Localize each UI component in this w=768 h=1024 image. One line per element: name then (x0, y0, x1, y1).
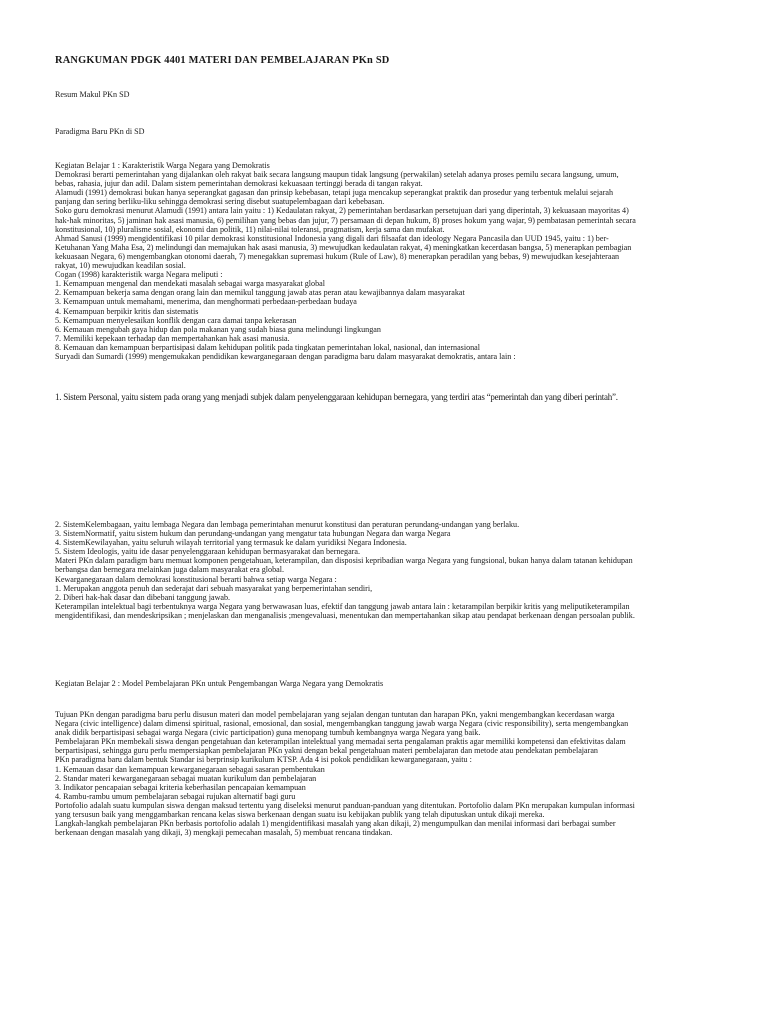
text-line: Materi PKn dalam paradigm baru memuat komponen pengetahuan, keterampilan, dan disposisi kepribadian warga Negara yang fungsional, bukan hanya dalam tatanan kehidupan (55, 556, 633, 566)
document-title: RANGKUMAN PDGK 4401 MATERI DAN PEMBELAJARAN PKn SD (55, 55, 390, 66)
list-item: 1. Kemauan dasar dan kemampuan kewarganegaraan sebagai sasaran pembentukan (55, 764, 325, 774)
list-item: 2. Diberi hak-hak dasar dan dibebani tanggung jawab. (55, 592, 231, 602)
text-line: anak didik berpartisipasi sebagai warga Negara (civic participation) guna menopang tumbuh kembangnya warga Negara yang baik. (55, 728, 481, 738)
text-line: bebas, rahasia, jujur dan adil. Dalam sistem pemerintahan demokrasi kekuasaan tertinggi berada di tangan rakyat. (55, 179, 423, 189)
text-line: Kewarganegaraan dalam demokrasi konstitusional berarti bahwa setiap warga Negara : (55, 574, 337, 584)
text-line: Tujuan PKn dengan paradigma baru perlu disusun materi dan model pembelajaran yang sejalan dengan tuntutan dan harapan PKn, yakni mengembangkan kecerdasan warga (55, 710, 615, 719)
text-line: Soko guru demokrasi menurut Alamudi (1991) antara lain yaitu : 1) Kedaulatan rakyat, 2) pemerintahan berdasarkan persetujuan dari yang diperintah, 3) kekuasaan mayoritas 4) (55, 206, 629, 216)
text-line: Langkah-langkah pembelajaran PKn berbasis portofolio adalah 1) mengidentifikasi masalah yang akan dikaji, 2) mengumpulkan dan menilai informasi dari berbagai sumber (55, 819, 616, 829)
document-subtitle: Resum Makul PKn SD (55, 90, 130, 99)
list-item: 5. Sistem Ideologis, yaitu ide dasar penyelenggaraan kehidupan bermasyarakat dan bernegara. (55, 547, 360, 557)
text-line: Ketuhanan Yang Maha Esa, 2) melindungi dan memajukan hak asasi manusia, 3) mewujudkan kedaulatan rakyat, 4) meningkatkan kecerdasan bangsa, 5) menerapkan pembagian (55, 242, 632, 252)
text-line: Kegiatan Belajar 1 : Karakteristik Warga Negara yang Demokratis (55, 161, 270, 170)
text-line: Cogan (1998) karakteristik warga Negara meliputi : (55, 270, 223, 280)
kegiatan-belajar-2-heading: Kegiatan Belajar 2 : Model Pembelajaran PKn untuk Pengembangan Warga Negara yang Demokratis (55, 679, 384, 688)
list-item: 3. SistemNormatif, yaitu sistem hukum dan perundang-undangan yang mengatur tata hubungan Negara dan warga Negara (55, 529, 451, 539)
text-line: Demokrasi berarti pemerintahan yang dijalankan oleh rakyat baik secara langsung maupun tidak langsung (perwakilan) setelah adanya proses pemilu secara langsung, umum, (55, 170, 619, 180)
text-line: Keterampilan intelektual bagi terbentuknya warga Negara yang berwawasan luas, efektif dan tanggung jawab antara lain : ketarampilan berpikir kritis yang meliputiketerampilan (55, 601, 630, 611)
text-line: berkenaan dengan masalah yang dikaji, 3) mengkaji pemecahan masalah, 5) membuat rencana tindakan. (55, 828, 393, 838)
paragraph-block-3 (55, 710, 745, 837)
text-line: berbangsa dan bernegara melainkan juga dalam masyarakat era global. (55, 565, 284, 575)
list-item: 8. Kemauan dan kemampuan berpartisipasi dalam kehidupan politik pada tingkatan pemerintahan lokal, nasional, dan internasional (55, 342, 481, 352)
list-item: 1. Merupakan anggota penuh dan sederajat dari sebuah masyarakat yang berpemerintahan sendiri, (55, 583, 373, 593)
text-line: konstitusional, 10) pluralisme sosial, ekonomi dan politik, 11) nilai-nilai toleransi, pragmatism, kerja sama dan mufakat. (55, 224, 445, 234)
list-item: 2. Standar materi kewarganegaraan sebagai muatan kurikulum dan pembelajaran (55, 773, 317, 783)
text-line: Portofolio adalah suatu kumpulan siswa dengan maksud tertentu yang diseleksi menurut panduan-panduan yang ditentukan. Portofolio dalam PKn merupakan kumpulan informasi (55, 800, 635, 810)
text-line: hak-hak minoritas, 5) jaminan hak asasi manusia, 6) pemilihan yang bebas dan jujur, 7) persamaan di depan hukum, 8) proses hokum yang wajar, 9) pembatasan pemerintah secara (55, 215, 636, 225)
list-item: 7. Memiliki kepekaan terhadap dan mempertahankan hak asasi manusia. (55, 333, 290, 343)
list-item: 4. SistemKewilayahan, yaitu seluruh wilayah territorial yang termasuk ke dalam yuridiksi Negara Indonesia. (55, 538, 407, 548)
text-line: PKn paradigma baru dalam bentuk Standar isi berprinsip kurikulum KTSP. Ada 4 isi pokok pendidikan kewarganegaraan, yaitu : (55, 755, 472, 765)
text-line: mengidentifikasi, dan mendeskripsikan ; menjelaskan dan menganalisis ;mengevaluasi, menentukan dan mempertahankan sikap atau pendapat berkenaan dengan persoalan publik. (55, 610, 635, 620)
paragraph-block-1 (55, 161, 745, 361)
section-heading: Paradigma Baru PKn di SD (55, 127, 145, 136)
paragraph-block-2 (55, 520, 745, 620)
text-line: Alamudi (1991) demokrasi bukan hanya seperangkat gagasan dan prinsip kebebasan, tetapi juga mencakup seperangkat praktik dan prosedur yang terbentuk melalui sejarah (55, 188, 614, 198)
text-line: berpartisipasi, sehingga guru perlu mempersiapkan pembelajaran PKn yakni dengan bekal pengetahuan materi pembelajaran dan metode atau pendekatan pembelajaran (55, 746, 598, 756)
list-item: 4. Rambu-rambu umum pembelajaran sebagai rujukan alternatif bagi guru (55, 791, 296, 801)
list-item: 3. Indikator pencapaian sebagai kriteria keberhasilan pencapaian kemampuan (55, 782, 306, 792)
list-item: 5. Kemampuan menyelesaikan konflik dengan cara damai tanpa kekerasan (55, 315, 297, 325)
text-line: yang tersusun baik yang menggambarkan rencana kelas siswa berkenaan dengan suatu isu kebijakan publik yang telah diputuskan untuk dikaji mereka. (55, 810, 545, 820)
text-line: panjang dan sering berliku-liku sehingga demokrasi sering disebut suatupelembagaan dari kebebasan. (55, 197, 385, 207)
text-line: Pembelajaran PKn membekali siswa dengan pengetahuan dan keterampilan intelektual yang memadai serta pengalaman praktis agar memiliki kompetensi dan efektivitas dalam (55, 737, 626, 747)
list-item: 3. Kemampuan untuk memahami, menerima, dan menghormati perbedaan-perbedaan budaya (55, 297, 357, 307)
text-line: Suryadi dan Sumardi (1999) mengemukakan pendidikan kewarganegaraan dengan paradigma baru dalam masyarakat demokratis, antara lain : (55, 351, 516, 361)
text-line: kekuasaan Negara, 6) mengembangkan otonomi daerah, 7) menegakkan supremasi hukum (Rule of Law), 8) menerapkan peradilan yang bebas, 9) mewujudkan kesejahteraan (55, 251, 620, 261)
list-item: 2. SistemKelembagaan, yaitu lembaga Negara dan lembaga pemerintahan menurut konstitusi dan peraturan perundang-undangan yang berlaku. (55, 520, 520, 529)
text-line: Ahmad Sanusi (1999) mengidentifikasi 10 pilar demokrasi konstitusional Indonesia yang digali dari filsaafat dan ideology Negara Pancasila dan UUD 1945, yaitu : 1) ber- (55, 233, 609, 243)
list-item: 1. Kemampuan mengenal dan mendekati masalah sebagai warga masyarakat global (55, 279, 325, 289)
list-item: 4. Kemampuan berpikir kritis dan sistematis (55, 306, 199, 316)
list-item: 2. Kemampuan bekerja sama dengan orang lain dan memikul tanggung jawab atas peran atau kewajibannya dalam masyarakat (55, 288, 465, 298)
text-line: Negara (civic intelligence) dalam dimensi spiritual, rasional, emosional, dan sosial, mengembangkan tanggung jawab warga Negara (civic responsibility), serta mengembangkan (55, 719, 629, 729)
list-item-sistem-personal: 1. Sistem Personal, yaitu sistem pada orang yang menjadi subjek dalam penyelenggaraan kehidupan bernegara, yang terdiri atas “pemerintah dan yang diberi perintah”. (55, 392, 618, 402)
text-line: rakyat, 10) mewujudkan keadilan sosial. (55, 261, 186, 271)
list-item: 6. Kemauan mengubah gaya hidup dan pola makanan yang sudah biasa guna melindungi lingkungan (55, 324, 381, 334)
